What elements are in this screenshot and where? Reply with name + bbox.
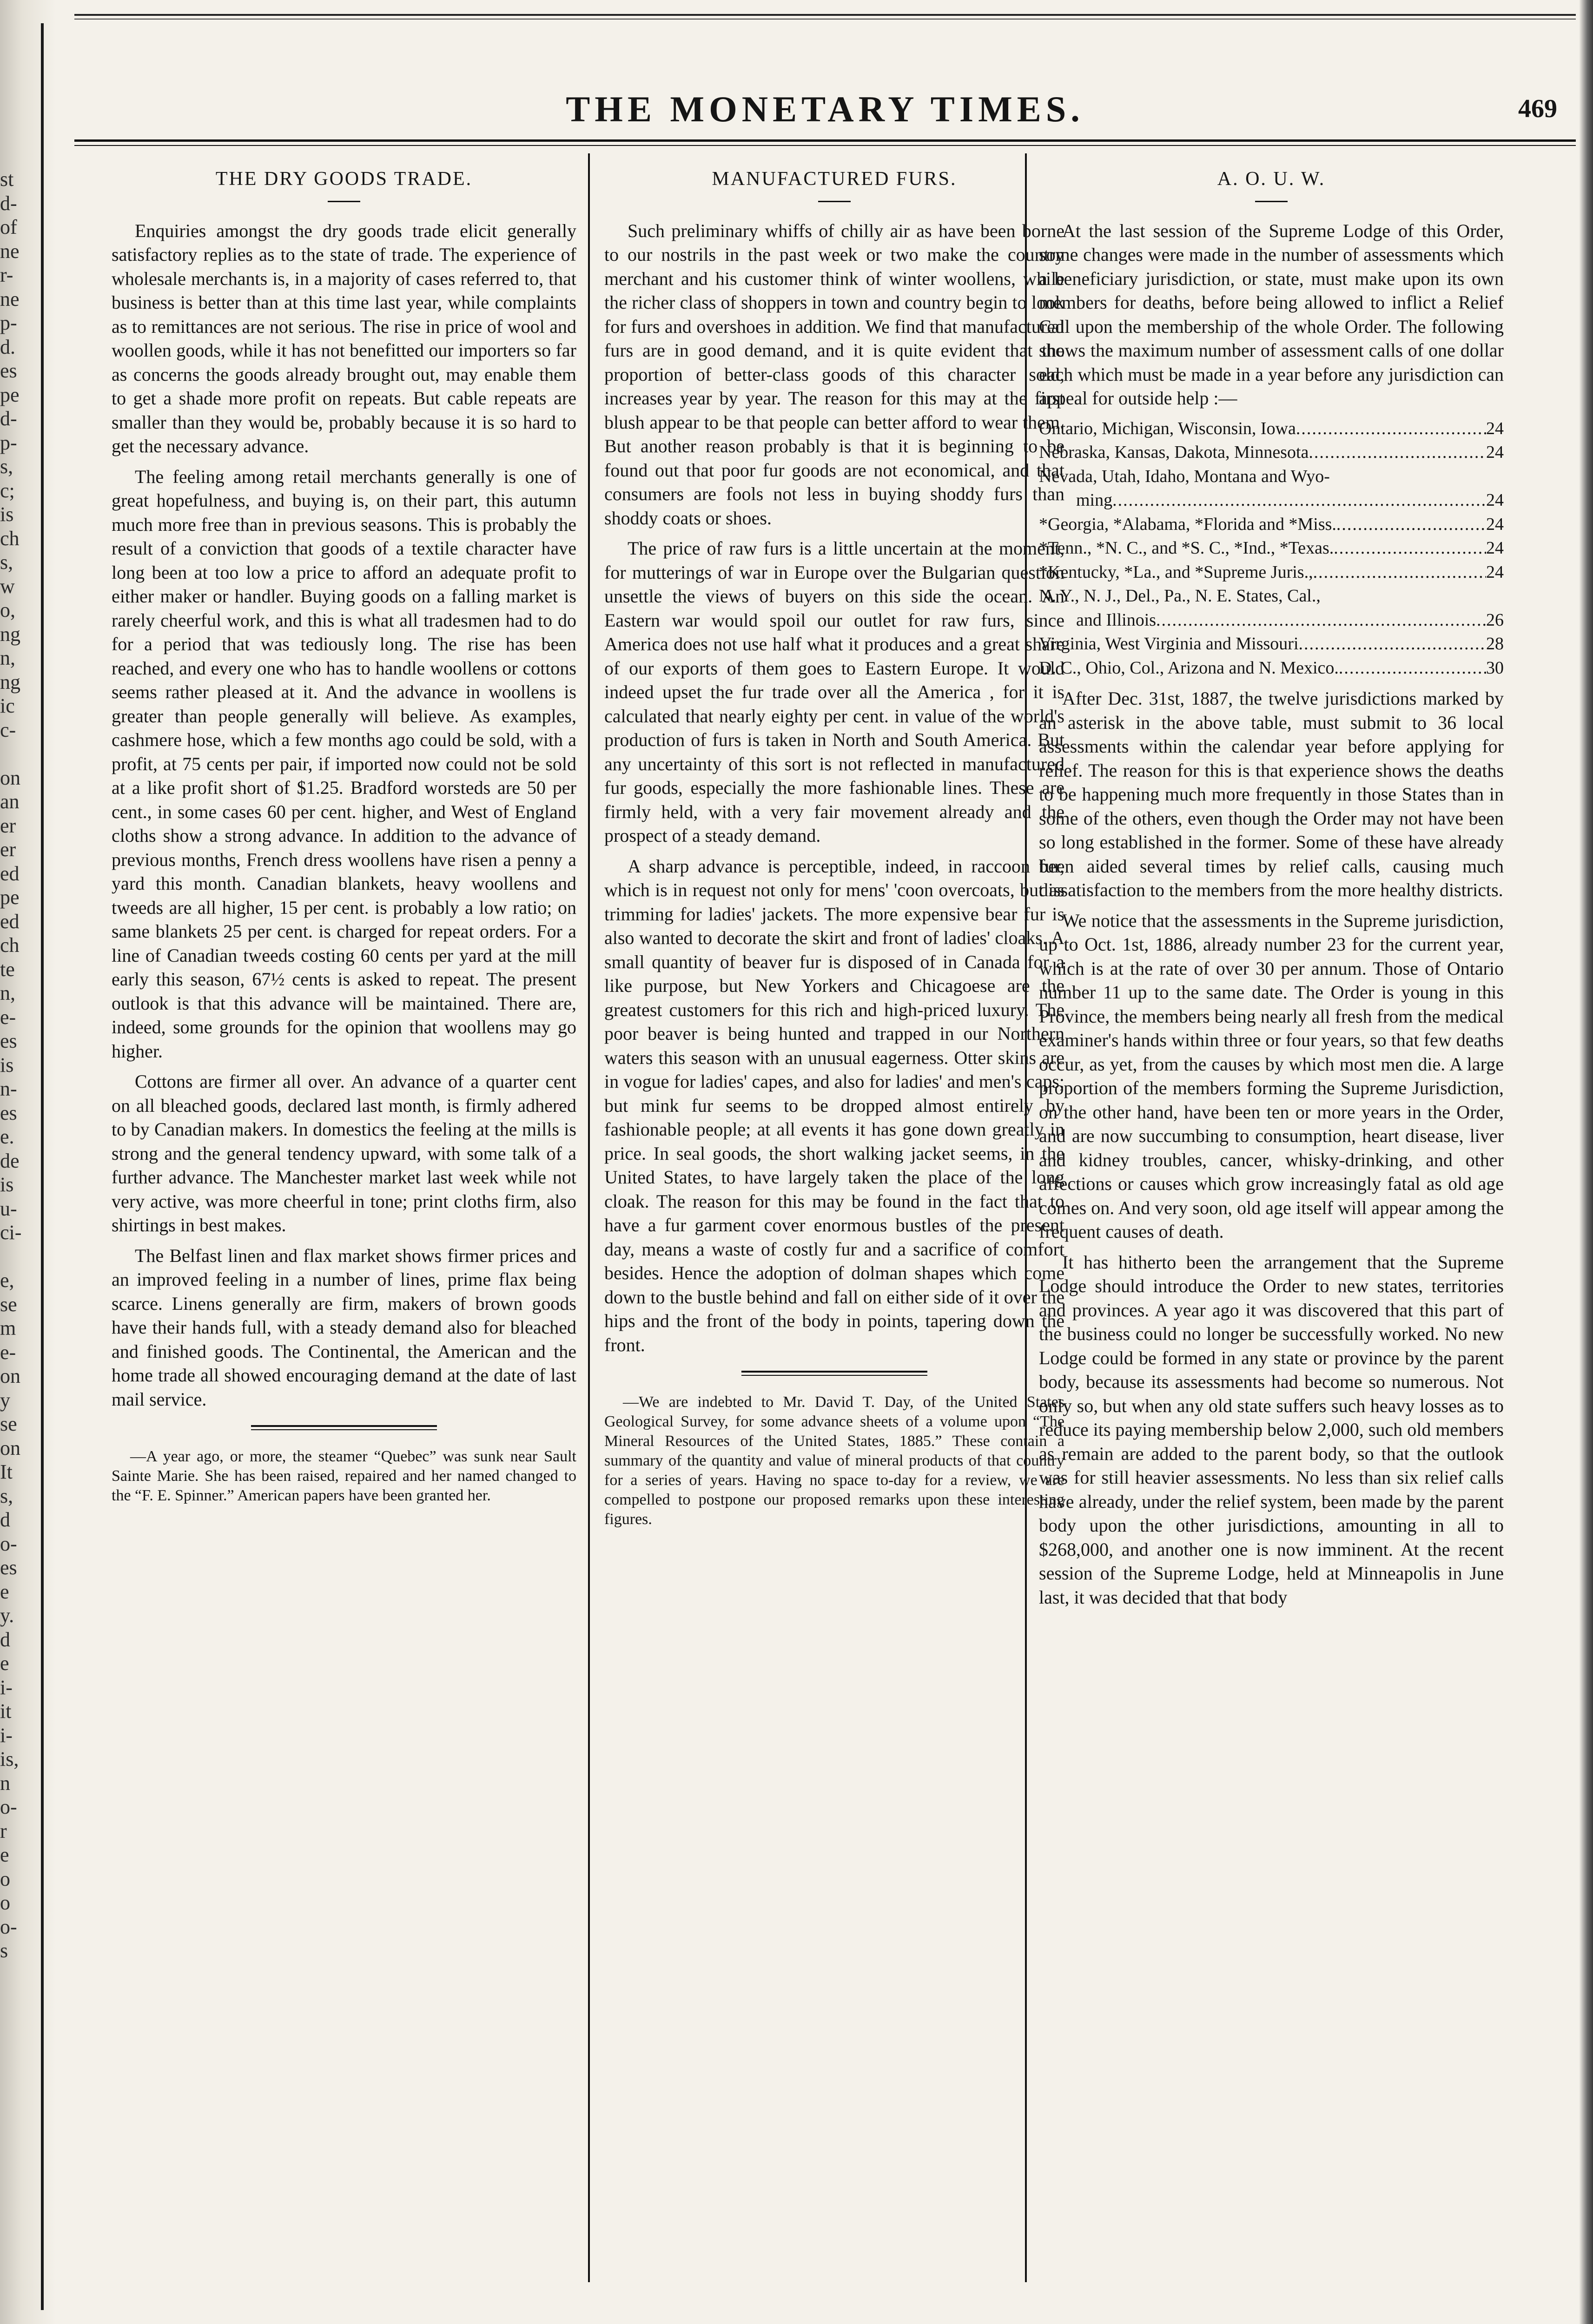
bleed-fragment: r-: [0, 264, 13, 286]
bleed-fragment: [0, 742, 33, 766]
leader-dots: [1112, 489, 1486, 513]
jurisdiction-label: N. Y., N. J., Del., Pa., N. E. States, Cal.,: [1039, 586, 1321, 606]
table-row: [1039, 584, 1504, 608]
bleed-fragment: ch: [0, 934, 20, 957]
bleed-fragment: ed: [0, 910, 20, 933]
article-paragraph: A sharp advance is perceptible, indeed, in raccoon fur, which is in request not only for mens' 'coon overcoats, but as trimming for ladies' jackets. The more expensive bear fur is also wanted to decorate the skirt and front of ladies' cloaks. A small quantity of beaver fur is disposed of in Canada for a like purpose, but New Yorkers and Chicagoese are the greatest customers for this rich and high-priced luxury. The poor beaver is being hunted and trapped in our Northern waters this season with an unusual eagerness. Otter skins are in vogue for ladies' capes, and also for ladies' and men's caps; but mink fur seems to be dropped almost entirely by fashionable people; at all events it has gone down greatly in price. In seal goods, the short walking jacket seems, in the United States, to have largely taken the place of the long cloak. The reason for this may be found in the fact that to have a fur garment cover enormous bustles of the present day, means a waste of costly fur and a sacrifice of comfort besides. Hence the adoption of dolman shapes which come down to the bustle behind and fall on either side of it over the hips and the front of the body in points, tapering down the front.: [604, 855, 1064, 1355]
masthead: [74, 70, 1576, 135]
bleed-fragment: d: [0, 1628, 10, 1651]
bleed-fragment: e.: [0, 1125, 14, 1148]
jurisdiction-label: Nebraska, Kansas, Dakota, Minnesota: [1039, 442, 1309, 462]
bleed-fragment: y: [0, 1388, 10, 1412]
article-paragraph: The price of raw furs is a little uncertain at the moment, for mutterings of war in Europe over the Bulgarian question unsettle the views of buyers on this side the ocean. An Eastern war would spoil our outlet for raw furs, since America does not use half what it produces and a great share of our exports of them goes to Eastern Europe. It would indeed upset the fur trade over all the America , for it is calculated that nearly eighty per cent. in value of the world's production of furs is taken in North and South America. But any uncertainty of this sort is not reflected in manufactured fur goods, especially the more fashionable lines. These are firmly held, with a very fair movement already and the prospect of a steady demand.: [604, 538, 1064, 846]
bleed-fragment: ne: [0, 287, 20, 310]
assessment-count: 24: [1486, 442, 1504, 462]
article-paragraph: Cottons are firmer all over. An advance of a quarter cent on all bleached goods, declared last month, is firmly adhered to by Canadian makers. In domestics the feeling at the mills is strong and the general tendency upward, with some talk of a further advance. The Manchester market last week while not very active, was more cheerful in tone; print cloths firm, also shirtings in best makes.: [112, 1071, 576, 1235]
news-note: —A year ago, or more, the steamer “Quebec” was sunk near Sault Sainte Marie. She has been raised, repaired and her named changed to the “F. E. Spinner.” American papers have been granted her.: [112, 1448, 576, 1504]
bleed-fragment: e,: [0, 1269, 14, 1292]
bleed-fragment: pe: [0, 886, 20, 909]
page-edge: [1579, 0, 1593, 2324]
bleed-fragment: ng: [0, 622, 20, 646]
bleed-fragment: ne: [0, 239, 20, 263]
bleed-fragment: on: [0, 766, 20, 789]
heading-rule: [328, 201, 360, 202]
bleed-fragment: ed: [0, 862, 20, 885]
assessment-count: 24: [1486, 538, 1504, 558]
article-paragraph: Such preliminary whiffs of chilly air as have been borne to our nostrils in the past week or two make the country merchant and his customer think of winter woollens, while the richer class of shoppers in town and country begin to look for furs and overshoes in addition. We find that manufactured furs are in good demand, and it is quite evident that the proportion of better-class goods of this character sold, increases year by year. The reason for this may at the first blush appear to be that people can better afford to wear them. But another reason probably is that it is beginning to be found out that poor fur goods are not economical, and that consumers are fools not less in buying shoddy furs than shoddy coats or shoes.: [604, 220, 1064, 528]
assessment-count: 24: [1486, 562, 1504, 582]
jurisdiction-label: *Tenn., *N. C., and *S. C., *Ind., *Texas.: [1039, 538, 1334, 558]
table-row: [1039, 632, 1504, 656]
table-row: [1039, 513, 1504, 537]
bleed-fragment: p-: [0, 311, 17, 334]
table-row: [1039, 656, 1504, 680]
article-paragraph: The feeling among retail merchants generally is one of great hopefulness, and buying is, on their part, this autumn much more free than in previous seasons. This is probably the result of a conviction that goods of a textile character have long been at too low a price to afford an adequate profit to either maker or handler. Buying goods on a falling market is rarely cheerful work, and this is what all tradesmen had to do for a period that was tediously long. The rise has been reached, and every one who has to handle woollens or cottons seems rather pleased at it. And the advance in woollens is greater than people generally will believe. As examples, cashmere hose, which a few months ago could be sold, with a profit, at 75 cents per pair, if imported now could not be sold at a like profit short of $1.25. Bradford worsteds are 50 per cent., in some cases 60 per cent. higher, and West of England cloths show a strong advance. In addition to the advance of previous months, French dress woollens have risen a penny a yard this month. Canadian blankets, heavy woollens and tweeds are all higher, 15 per cent. is probably a low ratio; on same blankets 25 per cent. is charged for repeat orders. For a line of Canadian tweeds costing 60 cents per yard at the mill early this season, 67½ cents is asked to repeat. The present outlook is that this advance will be maintained. There are, indeed, some grounds for the opinion that woollens may go higher.: [112, 466, 576, 1062]
top-rule: [74, 14, 1576, 16]
masthead-rule: [74, 139, 1576, 142]
bleed-fragment: es: [0, 359, 17, 382]
assessment-table: [1039, 417, 1504, 680]
bleed-fragment: of: [0, 216, 17, 238]
bleed-fragment: es: [0, 1030, 17, 1052]
bleed-fragment: w: [0, 574, 15, 598]
bleed-fragment: e: [0, 1843, 9, 1866]
jurisdiction-label: and Illinois: [1076, 610, 1157, 630]
bleed-fragment: o: [0, 1867, 10, 1890]
bleed-fragment: s: [0, 1939, 8, 1962]
assessment-count: 26: [1486, 610, 1504, 630]
bleed-fragment: c-: [0, 718, 16, 741]
bleed-fragment: n: [0, 1771, 10, 1795]
previous-page-bleed: [0, 167, 33, 1963]
heading-rule: [1255, 201, 1288, 202]
bleed-fragment: n,: [0, 647, 15, 669]
assessment-count: 24: [1486, 418, 1504, 438]
masthead-rule-thin: [74, 145, 1576, 146]
bleed-fragment: u-: [0, 1197, 17, 1220]
bleed-fragment: ng: [0, 670, 20, 693]
table-row: [1039, 441, 1504, 465]
table-row: [1039, 417, 1504, 441]
bleed-fragment: n-: [0, 1077, 17, 1100]
bleed-fragment: d.: [0, 335, 15, 358]
bleed-fragment: is: [0, 1173, 14, 1196]
publication-title: THE MONETARY TIMES.: [566, 89, 1084, 129]
bleed-fragment: o-: [0, 1532, 17, 1555]
bleed-fragment: st: [0, 168, 14, 191]
bleed-fragment: de: [0, 1149, 20, 1172]
bleed-fragment: e: [0, 1580, 9, 1603]
assessment-count: 24: [1486, 490, 1504, 510]
bleed-fragment: s,: [0, 551, 13, 574]
gutter-rule: [41, 23, 44, 2310]
assessment-count: 24: [1486, 514, 1504, 534]
section-separator: [741, 1371, 927, 1376]
bleed-fragment: ic: [0, 694, 15, 717]
table-row: [1039, 489, 1504, 513]
article-paragraph: We notice that the assessments in the Supreme jurisdiction, up to Oct. 1st, 1886, already number 23 for the current year, which is at the rate of over 30 per annum. Those of Ontario number 11 up to the same date. The Order is young in this Province, the members being nearly all fresh from the medical examiner's hands within three or four years, so that few deaths occur, as yet, from the causes by which most men die. A large proportion of the members forming the Supreme Jurisdiction, on the other hand, have been ten or more years in the Order, and are now succumbing to consumption, heart disease, liver and kidney troubles, cancer, whisky-drinking, and other affections or causes which grow increasingly fatal as old age comes on. And very soon, old age itself will appear among the frequent causes of death.: [1039, 910, 1504, 1242]
leader-dots: [1156, 608, 1486, 633]
news-note: —We are indebted to Mr. David T. Day, of the United States Geological Survey, for some advance sheets of a volume upon “The Mineral Resources of the United States, 1885.” These contain a summary of the quantity and value of mineral products of that country for a series of years. Having no space to-day for a review, we are compelled to postpone our proposed remarks upon these interesting figures.: [604, 1393, 1064, 1528]
bleed-fragment: ci-: [0, 1221, 22, 1244]
bleed-fragment: ch: [0, 527, 20, 550]
bleed-fragment: d: [0, 1508, 10, 1531]
article-aouw: [1039, 167, 1504, 1616]
bleed-fragment: es: [0, 1556, 17, 1579]
jurisdiction-label: *Georgia, *Alabama, *Florida and *Miss.: [1039, 514, 1336, 534]
bleed-fragment: is: [0, 1053, 14, 1076]
article-dry-goods-trade: [112, 167, 576, 1512]
bleed-fragment: i-: [0, 1723, 13, 1747]
bleed-fragment: It: [0, 1460, 13, 1483]
leader-dots: [1296, 417, 1486, 441]
bleed-fragment: e-: [0, 1005, 16, 1029]
leader-dots: [1339, 656, 1486, 680]
bleed-fragment: an: [0, 790, 20, 813]
bleed-fragment: s,: [0, 1484, 13, 1507]
jurisdiction-label: Nevada, Utah, Idaho, Montana and Wyo-: [1039, 466, 1330, 486]
article-heading: A. O. U. W.: [1217, 168, 1326, 190]
article-heading: THE DRY GOODS TRADE.: [215, 168, 473, 190]
bleed-fragment: is: [0, 503, 14, 526]
assessment-count: 30: [1486, 658, 1504, 678]
bleed-fragment: te: [0, 957, 15, 981]
jurisdiction-label: Virginia, West Virginia and Missouri: [1039, 634, 1299, 654]
leader-dots: [1313, 561, 1486, 585]
article-heading: MANUFACTURED FURS.: [712, 168, 957, 190]
bleed-fragment: er: [0, 838, 16, 861]
article-paragraph: Enquiries amongst the dry goods trade elicit generally satisfactory replies as to the state of trade. The experience of wholesale merchants is, in a majority of cases referred to, that business is better than at this time last year, while complaints as to remittances are not serious. The rise in price of wool and woollen goods, while it has not benefitted our importers so far as concerns the goods already brought out, may enable them to get a shade more profit on repeats. But cable repeats are smaller than they would be, probably because it is so hard to get the necessary advance.: [112, 220, 576, 456]
bleed-fragment: y.: [0, 1604, 14, 1627]
bleed-fragment: r: [0, 1819, 7, 1842]
table-row: [1039, 561, 1504, 585]
bleed-fragment: s,: [0, 455, 13, 478]
page-number: 469: [1518, 94, 1557, 123]
column-rule: [588, 153, 590, 2282]
article-paragraph: The Belfast linen and flax market shows firmer prices and an improved feeling in a number of lines, prime flax being scarce. Linens generally are firm, makers of brown goods have their hands full, with a steady demand also for bleached and finished goods. The Continental, the American and the home trade all showed encouraging demand at the date of last mail service.: [112, 1245, 576, 1410]
bleed-fragment: e: [0, 1652, 9, 1675]
bleed-fragment: on: [0, 1365, 20, 1387]
bleed-fragment: it: [0, 1700, 12, 1723]
bleed-fragment: er: [0, 814, 16, 837]
bleed-fragment: d-: [0, 407, 17, 430]
jurisdiction-label: ming: [1076, 490, 1113, 510]
bleed-fragment: m: [0, 1317, 16, 1340]
jurisdiction-label: Ontario, Michigan, Wisconsin, Iowa: [1039, 418, 1296, 438]
jurisdiction-label: D. C., Ohio, Col., Arizona and N. Mexico.: [1039, 658, 1339, 678]
bleed-fragment: i-: [0, 1676, 13, 1699]
assessment-count: 28: [1486, 634, 1504, 654]
bleed-fragment: d-: [0, 191, 17, 215]
bleed-fragment: p-: [0, 431, 17, 454]
bleed-fragment: es: [0, 1101, 17, 1124]
article-manufactured-furs: [604, 167, 1064, 1536]
bleed-fragment: se: [0, 1293, 17, 1316]
bleed-fragment: e-: [0, 1340, 16, 1364]
article-paragraph: At the last session of the Supreme Lodge of this Order, some changes were made in the number of assessments which a beneficiary jurisdiction, or state, must make upon its own members for deaths, before being allowed to inflict a Relief Call upon the membership of the whole Order. The following shows the maximum number of assessment calls of one dollar each which must be made in a year before any jurisdiction can appeal for outside help :—: [1039, 220, 1504, 409]
bleed-fragment: o: [0, 1891, 10, 1914]
top-rule-thin: [74, 19, 1576, 20]
article-paragraph: It has hitherto been the arrangement that the Supreme Lodge should introduce the Order to new states, territories and provinces. A year ago it was discovered that this part of the business could no longer be successfully worked. No new Lodge could be formed in any state or province by the parent body, because its assessments had become so numerous. Not only so, but when any old state suffers such heavy losses as to reduce its paying membership below 2,000, such old members as remain are added to the parent body, so that the outlook was for still heavier assessments. No less than six relief calls have already, under the relief system, been made by the parent body upon the other jurisdictions, amounting in all to $268,000, and another one is now imminent. At the recent session of the Supreme Lodge, held at Minneapolis in June last, it was decided that that body: [1039, 1251, 1504, 1608]
leader-dots: [1309, 441, 1486, 465]
bleed-fragment: o-: [0, 1915, 17, 1938]
leader-dots: [1336, 513, 1486, 537]
bleed-fragment: pe: [0, 383, 20, 406]
bleed-fragment: se: [0, 1413, 17, 1435]
table-row: [1039, 465, 1504, 489]
bleed-fragment: c;: [0, 479, 15, 502]
bleed-fragment: n,: [0, 982, 15, 1004]
bleed-fragment: o,: [0, 599, 15, 621]
table-row: [1039, 608, 1504, 633]
article-paragraph: After Dec. 31st, 1887, the twelve jurisdictions marked by an asterisk in the above table, must submit to 36 local assessments within the calendar year before applying for relief. The reason for this is that experience shows the deaths to be happening much more frequently in those States than in some of the others, even though the Order may not have been so long established in the former. Some of these have already been aided several times by relief calls, causing much dissatisfaction to the members from the more healthy districts.: [1039, 688, 1504, 900]
heading-rule: [818, 201, 851, 202]
table-row: [1039, 536, 1504, 561]
leader-dots: [1299, 632, 1487, 656]
bleed-fragment: on: [0, 1436, 20, 1459]
section-separator: [251, 1425, 437, 1430]
bleed-fragment: o-: [0, 1796, 17, 1818]
leader-dots: [1334, 536, 1486, 561]
bleed-fragment: is,: [0, 1748, 19, 1770]
bleed-fragment: [0, 1245, 33, 1269]
jurisdiction-label: *Kentucky, *La., and *Supreme Juris.,: [1039, 562, 1313, 582]
